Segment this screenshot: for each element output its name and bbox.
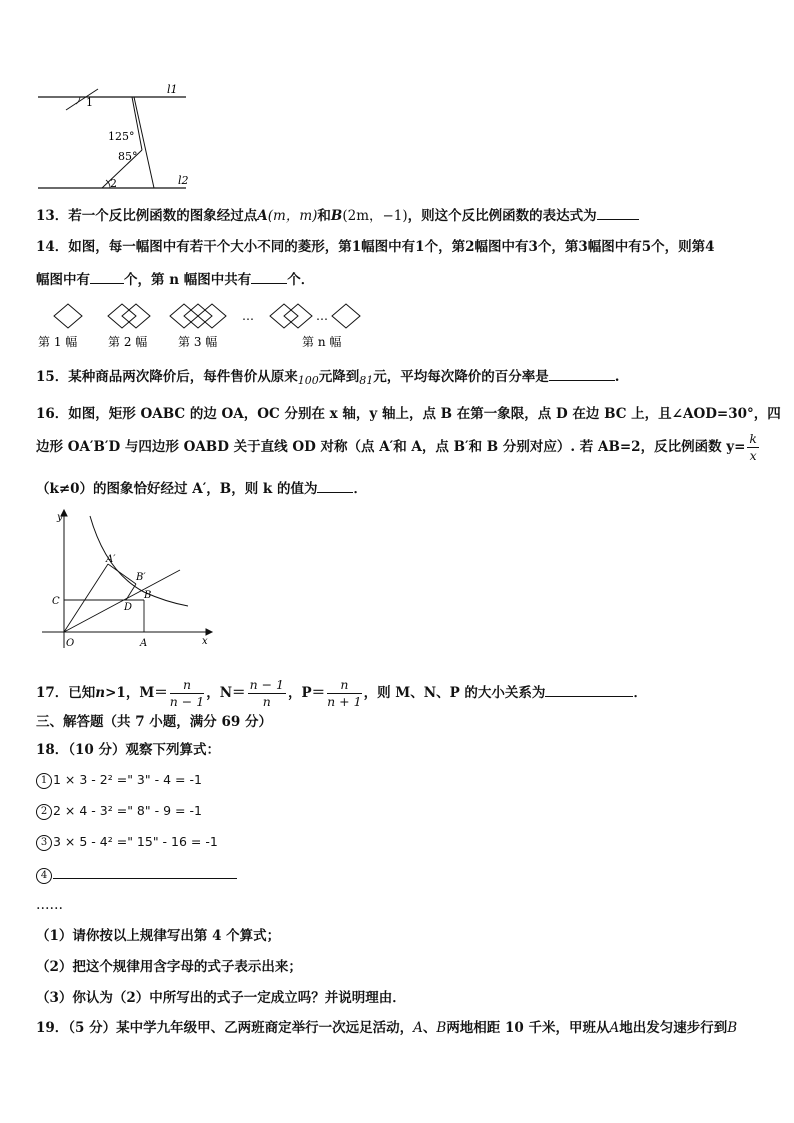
angle-1-label: 1 (86, 96, 93, 109)
question-16-line1: 16．如图，矩形 OABC 的边 OA，OC 分别在 x 轴，y 轴上，点 B 在第一象限，点 D 在边 BC 上，且∠AOD=30°，四 (36, 406, 781, 422)
rhombus (54, 304, 82, 328)
line-OAprime (64, 564, 108, 632)
fraction-N: $\frac{n - 1}{n}$ (249, 677, 284, 709)
equation-1: 1 1 × 3 - 2² =" 3" - 4 = -1 (36, 770, 764, 790)
answer-blank[interactable] (251, 269, 287, 284)
equation-4: 4 (36, 864, 764, 885)
question-16-line2: 边形 OA′B′D 与四边形 OABD 关于直线 OD 对称（点 A′和 A，点 B′和 B 分别对应）. 若 AB=2，反比例函数 y= $\frac{k}{x}$ (36, 431, 757, 463)
question-19: 19．（5 分）某中学九年级甲、乙两班商定举行一次远足活动，A、B两地相距 10 千米，甲班从A地出发匀速步行到B (36, 1020, 738, 1036)
answer-blank[interactable] (545, 682, 633, 697)
dots: … (242, 309, 254, 323)
question-14-line1: 14．如图，每一幅图中有若干个大小不同的菱形，第1幅图中有1个，第2幅图中有3个，第3幅图中有5个，则第4 (36, 239, 715, 255)
question-15: 15．某种商品两次降价后，每件售价从原来$_{100}$元降到$_{81}$元，平均每次降价的百分率是 . (36, 366, 764, 388)
dots: … (316, 309, 328, 323)
line-AprimeBprime (108, 564, 136, 584)
hyperbola (90, 516, 188, 606)
transversal-left-top (66, 89, 98, 110)
section-3-heading: 三、解答题（共 7 小题，满分 69 分） (36, 714, 272, 730)
fraction-M: $\frac{n}{n - 1}$ (169, 677, 205, 709)
question-13: 13．若一个反比例函数的图象经过点A(m，m)和B(2m，−1)，则这个反比例函数的表达式为 (36, 205, 764, 226)
parallel-lines-figure (36, 84, 196, 192)
figure-2-label: 第 2 幅 (108, 335, 148, 349)
Aprime-label: A′ (106, 554, 116, 565)
A-label: A (140, 638, 148, 649)
answer-blank[interactable] (597, 205, 639, 220)
coordinate-figure (40, 508, 216, 652)
answer-blank[interactable] (549, 366, 615, 381)
x-label: x (202, 636, 208, 647)
equation-3: 3 3 × 5 - 4² =" 15" - 16 = -1 (36, 832, 764, 852)
question-17: 17．已知n>1，M＝ $\frac{n}{n - 1}$ ，N＝ $\frac{n - 1}{n}$ ，P＝ $\frac{n}{n + 1}$ ，则 M、N、P 的大小关系为 ． (36, 677, 647, 709)
fraction-P: $\frac{n}{n + 1}$ (327, 677, 362, 709)
line-BprimeD (126, 584, 136, 600)
answer-blank[interactable] (317, 478, 353, 493)
B-label: B (144, 590, 152, 601)
question-18-part1: （1）请你按以上规律写出第 4 个算式； (36, 928, 281, 944)
figure-3-label: 第 3 幅 (178, 335, 218, 349)
ellipsis: …… (36, 897, 63, 913)
angle-85-label: 85° (118, 150, 138, 163)
figure-1-label: 第 1 幅 (38, 335, 78, 349)
equation-2: 2 2 × 4 - 3² =" 8" - 9 = -1 (36, 801, 764, 821)
figure-n-label: 第 n 幅 (302, 335, 342, 349)
answer-blank[interactable] (90, 269, 124, 284)
equation-4-blank[interactable] (53, 864, 237, 879)
D-label: D (124, 602, 133, 613)
Bprime-label: B′ (136, 572, 146, 583)
question-14-line2: 幅图中有 个，第 n 幅图中共有 个． (36, 269, 764, 290)
O-label: O (66, 638, 75, 649)
y-label: y (57, 512, 63, 523)
transversal-right (134, 97, 154, 188)
l1-label: l1 (167, 84, 178, 96)
line-OD-extended (64, 570, 180, 632)
question-18-title: 18．（10 分）观察下列算式： (36, 742, 221, 758)
x-axis-arrow (206, 629, 212, 635)
fraction-k-over-x: $\frac{k}{x}$ (749, 431, 757, 463)
rhombus (332, 304, 360, 328)
l2-label: l2 (178, 174, 189, 187)
question-16-line3: （k≠0）的图象恰好经过 A′，B，则 k 的值为 ． (36, 478, 764, 499)
question-18-part3: （3）你认为（2）中所写出的式子一定成立吗？并说明理由． (36, 990, 406, 1006)
angle-125-label: 125° (108, 130, 135, 143)
question-18-part2: （2）把这个规律用含字母的式子表示出来； (36, 959, 302, 975)
rhombus-pattern-figure (36, 300, 370, 352)
angle-2-label: 2 (110, 177, 117, 190)
C-label: C (52, 596, 60, 607)
